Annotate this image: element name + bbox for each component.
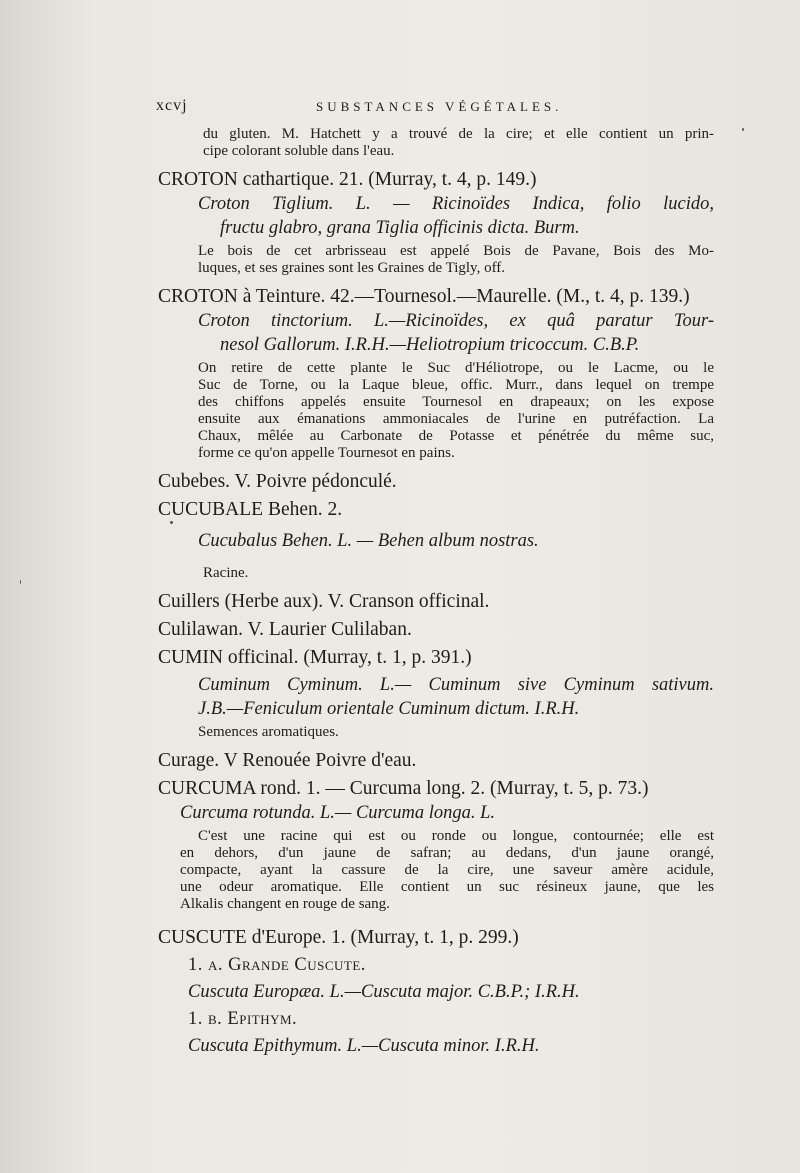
entry-heading: Curage. V Renouée Poivre d'eau. — [158, 750, 417, 771]
text-line: des chiffons appelés ensuite Tournesol en drapeaux; on les expose — [198, 394, 714, 410]
text-line: en dehors, d'un jaune de safran; au dedans, d'un jaune orangé, — [180, 845, 714, 861]
latin-name: nesol Gallorum. I.R.H.—Heliotropium tricoccum. C.B.P. — [220, 335, 640, 355]
entry-heading: Cuillers (Herbe aux). V. Cranson officinal. — [158, 591, 490, 612]
text-line: Suc de Torne, ou la Laque bleue, offic. Murr., dans lequel on trempe — [198, 377, 714, 393]
latin-name: Cucubalus Behen. L. — Behen album nostras. — [198, 531, 539, 551]
text-line: Le bois de cet arbrisseau est appelé Bois de Pavane, Bois des Mo- — [198, 243, 714, 259]
latin-name: Croton Tiglium. L. — Ricinoïdes Indica, folio lucido, — [198, 194, 714, 214]
entry-heading: Cubebes. V. Poivre pédonculé. — [158, 471, 397, 492]
variety-heading: 1. ϐ. Epithym. — [188, 1009, 298, 1029]
text-line: une odeur aromatique. Elle contient un suc résineux jaune, que les — [180, 879, 714, 895]
latin-name: Croton tinctorium. L.—Ricinoïdes, ex quâ paratur Tour- — [198, 311, 714, 331]
variety-heading: 1. α. Grande Cuscute. — [188, 955, 366, 975]
entry-heading: CUSCUTE d'Europe. 1. (Murray, t. 1, p. 299.) — [158, 927, 519, 948]
latin-name: Cuscuta Europæa. L.—Cuscuta major. C.B.P.; I.R.H. — [188, 982, 580, 1002]
latin-name: J.B.—Feniculum orientale Cuminum dictum. I.R.H. — [198, 699, 580, 719]
entry-heading: Culilawan. V. Laurier Culilaban. — [158, 619, 412, 640]
text-line: Semences aromatiques. — [198, 724, 339, 740]
text-line: luques, et ses graines sont les Graines de Tigly, off. — [198, 260, 506, 276]
latin-name: Cuminum Cyminum. L.— Cuminum sive Cyminum sativum. — [198, 675, 714, 695]
latin-name: Curcuma rotunda. L.— Curcuma longa. L. — [180, 803, 496, 823]
text-line: cipe colorant soluble dans l'eau. — [203, 143, 395, 159]
entry-heading: CROTON à Teinture. 42.—Tournesol.—Maurelle. (M., t. 4, p. 139.) — [158, 286, 690, 307]
text-line: forme ce qu'on appelle Tournesot en pains. — [198, 445, 455, 461]
text-line: On retire de cette plante le Suc d'Héliotrope, ou le Lacme, ou le — [198, 360, 714, 376]
text-line: Racine. — [203, 565, 249, 581]
page-text — [158, 126, 714, 1058]
entry-heading: CURCUMA rond. 1. — Curcuma long. 2. (Murray, t. 5, p. 73.) — [158, 778, 649, 799]
paper-speck — [742, 128, 744, 131]
running-title: SUBSTANCES VÉGÉTALES. — [316, 99, 563, 114]
entry-heading: CROTON cathartique. 21. (Murray, t. 4, p. 149.) — [158, 169, 537, 190]
page-number: xcvj — [156, 97, 188, 114]
latin-name: Cuscuta Epithymum. L.—Cuscuta minor. I.R.H. — [188, 1036, 540, 1056]
text-line: compacte, ayant la cassure de la cire, une saveur amère acidule, — [180, 862, 714, 878]
text-line: du gluten. M. Hatchett y a trouvé de la cire; et elle contient un prin- — [203, 126, 714, 142]
text-line: Alkalis changent en rouge de sang. — [180, 896, 390, 912]
latin-name: fructu glabro, grana Tiglia officinis dicta. Burm. — [220, 218, 580, 238]
entry-heading: CUMIN officinal. (Murray, t. 1, p. 391.) — [158, 647, 472, 668]
text-line: C'est une racine qui est ou ronde ou longue, contournée; elle est — [198, 828, 714, 844]
entry-heading: CUCUBALE Behen. 2. — [158, 499, 343, 520]
paper-speck — [20, 580, 21, 584]
text-line: Chaux, mêlée au Carbonate de Potasse et pénétrée du même suc, — [198, 428, 714, 444]
page-header — [156, 97, 716, 119]
text-line: ensuite aux émanations ammoniacales de l'urine en putréfaction. La — [198, 411, 714, 427]
paper-speck — [170, 521, 173, 524]
